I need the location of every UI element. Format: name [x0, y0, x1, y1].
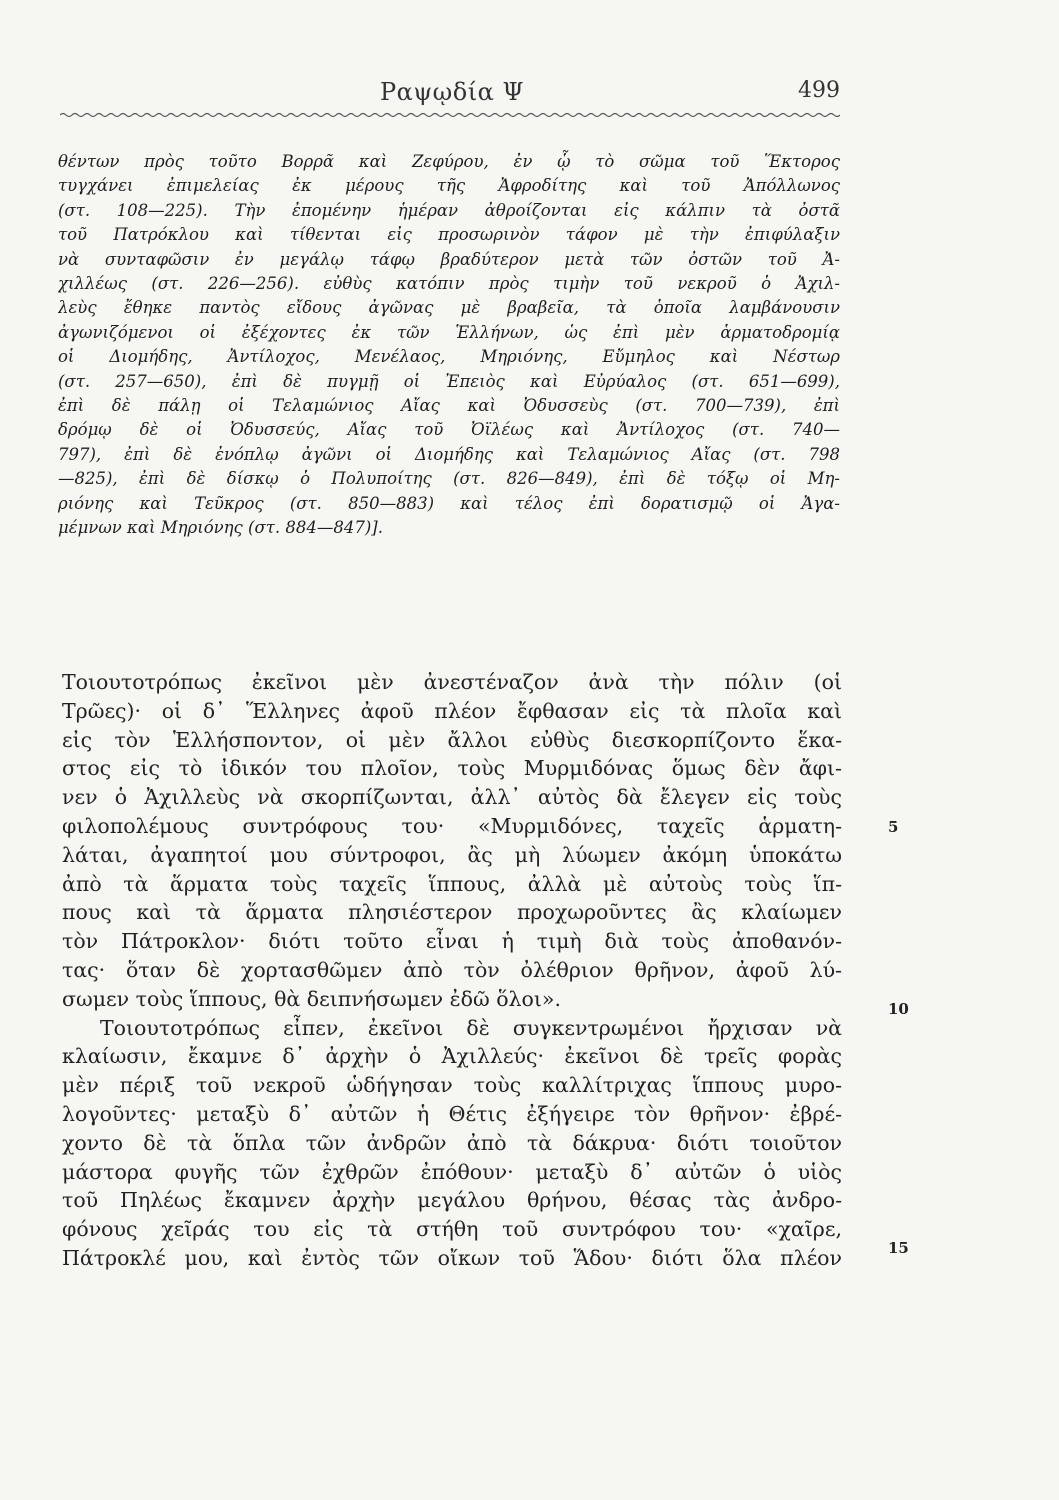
summary-line: —825), ἐπὶ δὲ δίσκῳ ὁ Πολυποίτης (στ. 826—849), ἐπὶ δὲ τόξῳ οἱ Μη- [58, 469, 840, 489]
summary-line: χιλλέως (στ. 226—256). εὐθὺς κατόπιν πρὸς τιμὴν τοῦ νεκροῦ ὁ Ἀχιλ- [58, 274, 840, 294]
text-line: σωμεν τοὺς ἵππους, θὰ δειπνήσωμεν ἐδῶ ὅλοι». [62, 986, 561, 1011]
summary-line: (στ. 108—225). Τὴν ἐπομένην ἡμέραν ἀθροίζονται εἰς κάλπιν τὰ ὀστᾶ [58, 200, 840, 220]
text-line: φόνους χεῖράς του εἰς τὰ στήθη τοῦ συντρόφου του· «χαῖρε, [62, 1217, 842, 1242]
text-line: τοῦ Πηλέως ἔκαμνεν ἀρχὴν μεγάλου θρήνου, θέσας τὰς ἀνδρο- [62, 1188, 842, 1213]
summary-line: νὰ συνταφῶσιν ἐν μεγάλῳ τάφῳ βραδύτερον μετὰ τῶν ὀστῶν τοῦ Ἀ- [58, 249, 840, 269]
summary-block [58, 150, 840, 541]
line-number-marker: 10 [888, 1000, 909, 1018]
summary-line: ἐπὶ δὲ πάλῃ οἱ Τελαμώνιος Αἴας καὶ Ὀδυσσεὺς (στ. 700—739), ἐπὶ [58, 396, 840, 416]
text-line: λογοῦντες· μεταξὺ δ᾽ αὐτῶν ἡ Θέτις ἐξήγειρε τὸν θρῆνον· ἐβρέ- [62, 1101, 842, 1126]
summary-line: 797), ἐπὶ δὲ ἐνόπλῳ ἀγῶνι οἱ Διομήδης καὶ Τελαμώνιος Αἴας (στ. 798 [58, 444, 840, 464]
summary-line: ριόνης καὶ Τεῦκρος (στ. 850—883) καὶ τέλος ἐπὶ δορατισμῷ οἱ Ἀγα- [58, 493, 840, 513]
text-line: Τοιουτοτρόπως εἶπεν, ἐκεῖνοι δὲ συγκεντρωμένοι ἤρχισαν νὰ [100, 1015, 842, 1040]
text-line: στος εἰς τὸ ἰδικόν του πλοῖον, τοὺς Μυρμιδόνας ὅμως δὲν ἄφι- [62, 756, 842, 781]
summary-line: οἱ Διομήδης, Ἀντίλοχος, Μενέλαος, Μηριόνης, Εὔμηλος καὶ Νέστωρ [58, 347, 840, 367]
text-line: λάται, ἀγαπητοί μου σύντροφοι, ἂς μὴ λύωμεν ἀκόμη ὑποκάτω [62, 842, 842, 867]
text-line: πους καὶ τὰ ἅρματα πλησιέστερον προχωροῦντες ἂς κλαίωμεν [62, 900, 842, 925]
text-line: Πάτροκλέ μου, καὶ ἐντὸς τῶν οἴκων τοῦ Ἅδου· διότι ὅλα πλέον [62, 1245, 842, 1270]
text-line: τὸν Πάτροκλον· διότι τοῦτο εἶναι ἡ τιμὴ διὰ τοὺς ἀποθανόν- [62, 929, 842, 954]
summary-line: θέντων πρὸς τοῦτο Βορρᾶ καὶ Ζεφύρου, ἐν ᾧ τὸ σῶμα τοῦ Ἕκτορος [58, 152, 840, 171]
line-number-marker: 15 [888, 1239, 909, 1257]
text-line: Τοιουτοτρόπως ἐκεῖνοι μὲν ἀνεστέναζον ἀνὰ τὴν πόλιν (οἱ [62, 670, 842, 694]
text-line: ἀπὸ τὰ ἅρματα τοὺς ταχεῖς ἵππους, ἀλλὰ μὲ αὐτοὺς τοὺς ἵπ- [62, 871, 842, 896]
running-title: Ραψῳδία Ψ [380, 78, 524, 106]
text-line: Τρῶες)· οἱ δ᾽ Ἕλληνες ἀφοῦ πλέον ἔφθασαν εἰς τὰ πλοῖα καὶ [62, 698, 842, 723]
text-line: μάστορα φυγῆς τῶν ἐχθρῶν ἐπόθουν· μεταξὺ δ᾽ αὐτῶν ὁ υἱὸς [62, 1159, 842, 1184]
line-number-marker: 5 [888, 818, 899, 836]
summary-line: (στ. 257—650), ἐπὶ δὲ πυγμῇ οἱ Ἐπειὸς καὶ Εὐρύαλος (στ. 651—699), [58, 371, 840, 391]
text-line: χοντο δὲ τὰ ὅπλα τῶν ἀνδρῶν ἀπὸ τὰ δάκρυα· διότι τοιοῦτον [62, 1130, 842, 1155]
text-line: τας· ὅταν δὲ χορτασθῶμεν ἀπὸ τὸν ὀλέθριον θρῆνον, ἀφοῦ λύ- [62, 957, 842, 982]
page-number: 499 [798, 78, 840, 103]
text-line: κλαίωσιν, ἔκαμνε δ᾽ ἀρχὴν ὁ Ἀχιλλεύς· ἐκεῖνοι δὲ τρεῖς φορὰς [62, 1044, 842, 1069]
summary-line: μέμνων καὶ Μηριόνης (στ. 884—847)]. [58, 518, 383, 538]
summary-line: ἀγωνιζόμενοι οἱ ἐξέχοντες ἐκ τῶν Ἑλλήνων, ὡς ἐπὶ μὲν ἁρματοδρομίᾳ [58, 322, 840, 342]
text-line: εἰς τὸν Ἑλλήσποντον, οἱ μὲν ἄλλοι εὐθὺς διεσκορπίζοντο ἕκα- [62, 727, 842, 752]
summary-line: τυγχάνει ἐπιμελείας ἐκ μέρους τῆς Ἀφροδίτης καὶ τοῦ Ἀπόλλωνος [58, 176, 840, 196]
text-line: νεν ὁ Ἀχιλλεὺς νὰ σκορπίζωνται, ἀλλ᾽ αὐτὸς δὰ ἔλεγεν εἰς τοὺς [62, 785, 842, 810]
text-line: μὲν πέριξ τοῦ νεκροῦ ὡδήγησαν τοὺς καλλίτριχας ἵππους μυρο- [62, 1073, 842, 1098]
wavy-header-rule [60, 110, 840, 120]
text-line: φιλοπολέμους συντρόφους του· «Μυρμιδόνες, ταχεῖς ἁρματη- [62, 813, 842, 838]
summary-line: δρόμῳ δὲ οἱ Ὀδυσσεύς, Αἴας τοῦ Ὀϊλέως καὶ Ἀντίλοχος (στ. 740— [58, 420, 840, 440]
summary-line: τοῦ Πατρόκλου καὶ τίθενται εἰς προσωρινὸν τάφον μὲ τὴν ἐπιφύλαξιν [58, 225, 840, 245]
summary-line: λεὺς ἔθηκε παντὸς εἴδους ἀγῶνας μὲ βραβεῖα, τὰ ὁποῖα λαμβάνουσιν [58, 298, 840, 318]
main-text [62, 668, 842, 1273]
